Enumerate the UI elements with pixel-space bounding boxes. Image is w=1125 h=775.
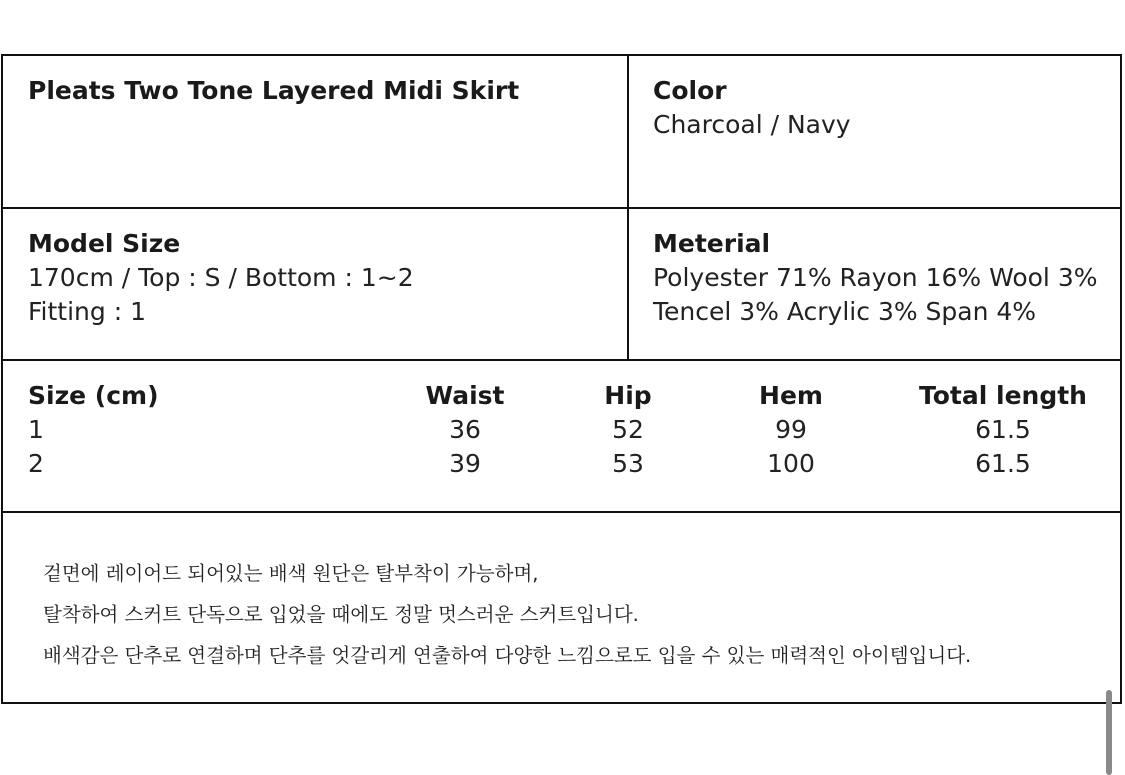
hem-cell: 100: [767, 449, 815, 478]
waist-cell: 36: [449, 415, 481, 444]
scrollbar-thumb[interactable]: [1106, 690, 1112, 775]
hip-header: Hip: [604, 381, 652, 410]
column-divider: [627, 209, 629, 359]
total-length-cell: 61.5: [975, 415, 1031, 444]
description-line-1: 겉면에 레이어드 되어있는 배색 원단은 탈부착이 가능하며,: [43, 562, 539, 585]
color-label: Color: [653, 76, 727, 105]
total-length-column: [913, 379, 1093, 481]
size-table-row: [3, 361, 1120, 513]
description-line-3: 배색감은 단추로 연결하며 단추를 엇갈리게 연출하여 다양한 느낌으로도 입을 수 있는 매력적인 아이템입니다.: [43, 644, 972, 667]
size-cell: 1: [28, 415, 44, 444]
hip-column: [578, 379, 678, 481]
description-block: [43, 553, 971, 676]
total-length-header: Total length: [919, 381, 1087, 410]
model-size-label: Model Size: [28, 229, 181, 258]
size-cell: 2: [28, 449, 44, 478]
model-size-cell: [28, 227, 414, 329]
model-size-line-1: 170cm / Top : S / Bottom : 1~2: [28, 263, 414, 292]
color-value: Charcoal / Navy: [653, 110, 851, 139]
hem-column: [741, 379, 841, 481]
material-line-2: Tencel 3% Acrylic 3% Span 4%: [653, 297, 1037, 326]
material-label: Meterial: [653, 229, 771, 258]
description-line-2: 탈착하여 스커트 단독으로 입었을 때에도 정말 멋스러운 스커트입니다.: [43, 603, 639, 626]
size-header: Size (cm): [28, 381, 159, 410]
size-column: [28, 379, 159, 481]
color-cell: [653, 74, 851, 142]
hem-header: Hem: [759, 381, 823, 410]
product-color-row: [3, 56, 1120, 209]
hip-cell: 52: [612, 415, 644, 444]
hem-cell: 99: [775, 415, 807, 444]
hip-cell: 53: [612, 449, 644, 478]
total-length-cell: 61.5: [975, 449, 1031, 478]
waist-cell: 39: [449, 449, 481, 478]
material-line-1: Polyester 71% Rayon 16% Wool 3%: [653, 263, 1098, 292]
product-name: Pleats Two Tone Layered Midi Skirt: [28, 76, 520, 105]
material-cell: [653, 227, 1097, 329]
waist-column: [415, 379, 515, 481]
waist-header: Waist: [425, 381, 505, 410]
product-name-cell: [28, 74, 519, 108]
column-divider: [627, 56, 629, 207]
description-row: [3, 513, 1120, 704]
model-material-row: [3, 209, 1120, 361]
model-size-line-2: Fitting : 1: [28, 297, 146, 326]
product-info-sheet: [1, 54, 1122, 704]
